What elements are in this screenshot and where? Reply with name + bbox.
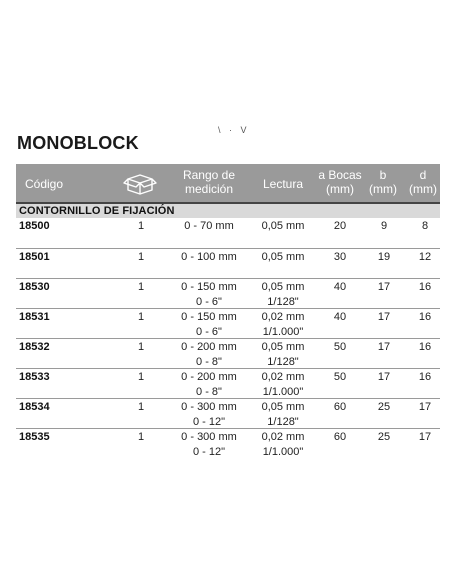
cell-qty-text: 1	[137, 371, 145, 383]
cell-code-text: 18530	[19, 281, 50, 293]
cell-reading-text: 0,02 mm	[261, 311, 305, 323]
box-icon	[123, 170, 157, 196]
cell-b	[372, 430, 396, 445]
cell-b	[372, 219, 396, 234]
table-row	[16, 248, 440, 278]
page-title: MONOBLOCK	[17, 133, 139, 153]
cell-range-text: 0 - 70 mm	[184, 220, 234, 232]
cell-range	[166, 219, 252, 234]
table-row	[16, 308, 440, 338]
cell-reading	[252, 250, 314, 265]
cell-range-text: 0 - 12"	[192, 416, 226, 428]
cell-range-text: 0 - 200 mm	[181, 371, 237, 383]
cell-b-text: 17	[377, 281, 391, 293]
cell-reading-text: 1/128"	[267, 416, 299, 428]
cell-bocas	[326, 340, 354, 355]
cell-qty-text: 1	[137, 220, 145, 232]
cell-code	[19, 370, 50, 385]
cell-reading-text: 1/128"	[267, 356, 299, 368]
table-row	[16, 218, 440, 248]
stray-mark: \ · V	[218, 125, 250, 135]
cell-range	[166, 340, 252, 370]
cell-reading-text: 0,02 mm	[261, 371, 305, 383]
cell-reading	[252, 370, 314, 400]
table-row	[16, 368, 440, 398]
cell-reading-text: 1/1.000"	[262, 386, 304, 398]
cell-code-text: 18501	[19, 251, 50, 263]
cell-reading-text: 0,05 mm	[261, 401, 305, 413]
cell-d	[414, 219, 436, 234]
cell-reading	[252, 430, 314, 460]
cell-d-text: 12	[418, 251, 432, 263]
cell-code-text: 18532	[19, 341, 50, 353]
cell-b-text: 17	[377, 341, 391, 353]
cell-reading	[252, 340, 314, 370]
cell-bocas-text: 50	[333, 371, 347, 383]
cell-reading-text: 0,05 mm	[261, 341, 305, 353]
cell-reading	[252, 400, 314, 430]
header-b: b (mm)	[369, 168, 397, 196]
cell-qty-text: 1	[137, 311, 145, 323]
cell-range-text: 0 - 200 mm	[181, 341, 237, 353]
cell-range-text: 0 - 300 mm	[181, 431, 237, 443]
cell-reading-text: 0,05 mm	[261, 281, 305, 293]
header-d: d (mm)	[409, 168, 437, 196]
cell-range	[166, 310, 252, 340]
cell-d	[414, 430, 436, 445]
cell-bocas-text: 20	[333, 220, 347, 232]
table-row	[16, 278, 440, 308]
cell-reading	[252, 310, 314, 340]
cell-reading	[252, 280, 314, 310]
cell-reading-text: 0,05 mm	[261, 220, 305, 232]
cell-d-text: 17	[418, 431, 432, 443]
cell-qty-text: 1	[137, 401, 145, 413]
cell-range-text: 0 - 12"	[192, 446, 226, 458]
cell-b	[372, 280, 396, 295]
cell-range	[166, 430, 252, 460]
table-row	[16, 428, 440, 458]
cell-qty	[134, 370, 148, 385]
cell-range-text: 0 - 8"	[196, 386, 222, 398]
cell-reading	[252, 219, 314, 234]
cell-range-text: 0 - 100 mm	[181, 251, 237, 263]
cell-b	[372, 310, 396, 325]
table-header	[16, 164, 440, 202]
cell-code-text: 18500	[19, 220, 50, 232]
cell-bocas-text: 40	[333, 311, 347, 323]
cell-code	[19, 340, 50, 355]
cell-code	[19, 280, 50, 295]
cell-b-text: 25	[377, 401, 391, 413]
cell-bocas	[326, 219, 354, 234]
cell-qty	[134, 430, 148, 445]
cell-qty-text: 1	[137, 281, 145, 293]
cell-d	[414, 400, 436, 415]
cell-d	[414, 310, 436, 325]
cell-b-text: 25	[377, 431, 391, 443]
cell-range	[166, 280, 252, 310]
cell-code	[19, 250, 50, 265]
cell-bocas-text: 60	[333, 431, 347, 443]
cell-bocas	[326, 250, 354, 265]
cell-bocas	[326, 400, 354, 415]
cell-qty-text: 1	[137, 251, 145, 263]
cell-b	[372, 340, 396, 355]
cell-range	[166, 400, 252, 430]
cell-code	[19, 219, 50, 234]
cell-bocas	[326, 370, 354, 385]
cell-code-text: 18535	[19, 431, 50, 443]
cell-range-text: 0 - 300 mm	[181, 401, 237, 413]
cell-b-text: 17	[377, 311, 391, 323]
cell-qty	[134, 400, 148, 415]
cell-bocas-text: 40	[333, 281, 347, 293]
cell-reading-text: 1/1.000"	[262, 326, 304, 338]
cell-code-text: 18534	[19, 401, 50, 413]
cell-qty	[134, 219, 148, 234]
cell-range-text: 0 - 6"	[196, 326, 222, 338]
cell-qty	[134, 340, 148, 355]
cell-d	[414, 340, 436, 355]
cell-b-text: 19	[377, 251, 391, 263]
cell-code	[19, 400, 50, 415]
cell-range-text: 0 - 8"	[196, 356, 222, 368]
cell-code-text: 18533	[19, 371, 50, 383]
cell-range-text: 0 - 150 mm	[181, 311, 237, 323]
product-table	[16, 164, 440, 458]
header-bocas: a Bocas (mm)	[318, 168, 362, 196]
cell-d-text: 16	[418, 341, 432, 353]
cell-qty	[134, 310, 148, 325]
table-row	[16, 398, 440, 428]
cell-bocas	[326, 310, 354, 325]
cell-code	[19, 430, 50, 445]
cell-b	[372, 250, 396, 265]
cell-b-text: 17	[377, 371, 391, 383]
cell-d	[414, 370, 436, 385]
cell-reading-text: 1/128"	[267, 296, 299, 308]
cell-qty	[134, 280, 148, 295]
cell-qty	[134, 250, 148, 265]
cell-range-text: 0 - 6"	[196, 296, 222, 308]
cell-d-text: 8	[421, 220, 429, 232]
cell-b-text: 9	[380, 220, 388, 232]
cell-d	[414, 250, 436, 265]
cell-d	[414, 280, 436, 295]
cell-bocas-text: 60	[333, 401, 347, 413]
cell-range-text: 0 - 150 mm	[181, 281, 237, 293]
cell-reading-text: 0,05 mm	[261, 251, 305, 263]
cell-reading-text: 1/1.000"	[262, 446, 304, 458]
cell-bocas	[326, 430, 354, 445]
cell-bocas-text: 30	[333, 251, 347, 263]
header-code: Código	[25, 177, 64, 191]
header-range: Rango de medición	[182, 168, 236, 196]
cell-d-text: 17	[418, 401, 432, 413]
section-title: CONTORNILLO DE FIJACIÓN	[16, 202, 440, 218]
cell-d-text: 16	[418, 371, 432, 383]
cell-b	[372, 370, 396, 385]
cell-range	[166, 370, 252, 400]
cell-code-text: 18531	[19, 311, 50, 323]
table-row	[16, 338, 440, 368]
cell-b	[372, 400, 396, 415]
cell-d-text: 16	[418, 281, 432, 293]
cell-reading-text: 0,02 mm	[261, 431, 305, 443]
cell-bocas-text: 50	[333, 341, 347, 353]
cell-bocas	[326, 280, 354, 295]
cell-qty-text: 1	[137, 341, 145, 353]
cell-range	[166, 250, 252, 265]
cell-code	[19, 310, 50, 325]
cell-d-text: 16	[418, 311, 432, 323]
header-reading: Lectura	[262, 177, 304, 191]
cell-qty-text: 1	[137, 431, 145, 443]
table-body	[16, 218, 440, 458]
